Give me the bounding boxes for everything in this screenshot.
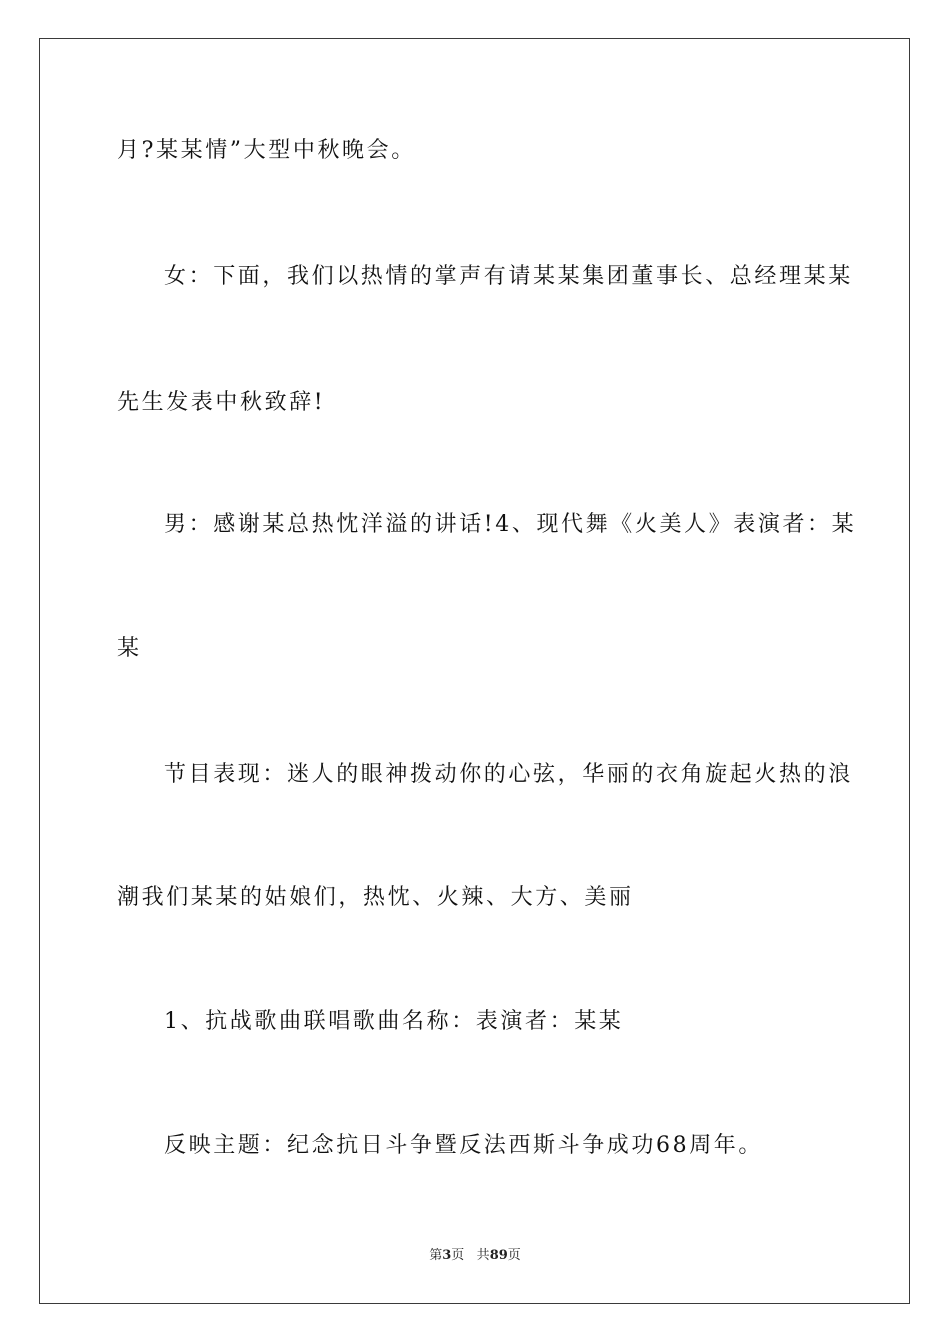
current-page-number: 3 <box>442 1248 452 1263</box>
page-suffix: 页 <box>451 1248 465 1263</box>
text-line: 女：下面，我们以热情的掌声有请某某集团董事长、总经理某某 <box>164 264 853 289</box>
total-suffix: 页 <box>507 1248 521 1263</box>
total-prefix: 共 <box>476 1248 490 1263</box>
text-line: 1、抗战歌曲联唱歌曲名称：表演者：某某 <box>164 1009 624 1034</box>
text-line: 节目表现：迷人的眼神拨动你的心弦，华丽的衣角旋起火热的浪 <box>164 762 853 787</box>
text-line: 先生发表中秋致辞! <box>117 390 326 415</box>
page-frame <box>39 38 910 1304</box>
text-line: 男：感谢某总热忱洋溢的讲话!4、现代舞《火美人》表演者：某 <box>164 512 857 537</box>
text-line: 潮我们某某的姑娘们，热忱、火辣、大方、美丽 <box>117 885 634 910</box>
text-line: 月?某某情”大型中秋晚会。 <box>117 138 416 163</box>
total-pages-number: 89 <box>489 1248 508 1263</box>
page-prefix: 第 <box>429 1248 443 1263</box>
text-line: 某 <box>117 636 142 661</box>
page-footer <box>0 1247 950 1265</box>
text-line: 反映主题：纪念抗日斗争暨反法西斯斗争成功68周年。 <box>164 1133 763 1158</box>
